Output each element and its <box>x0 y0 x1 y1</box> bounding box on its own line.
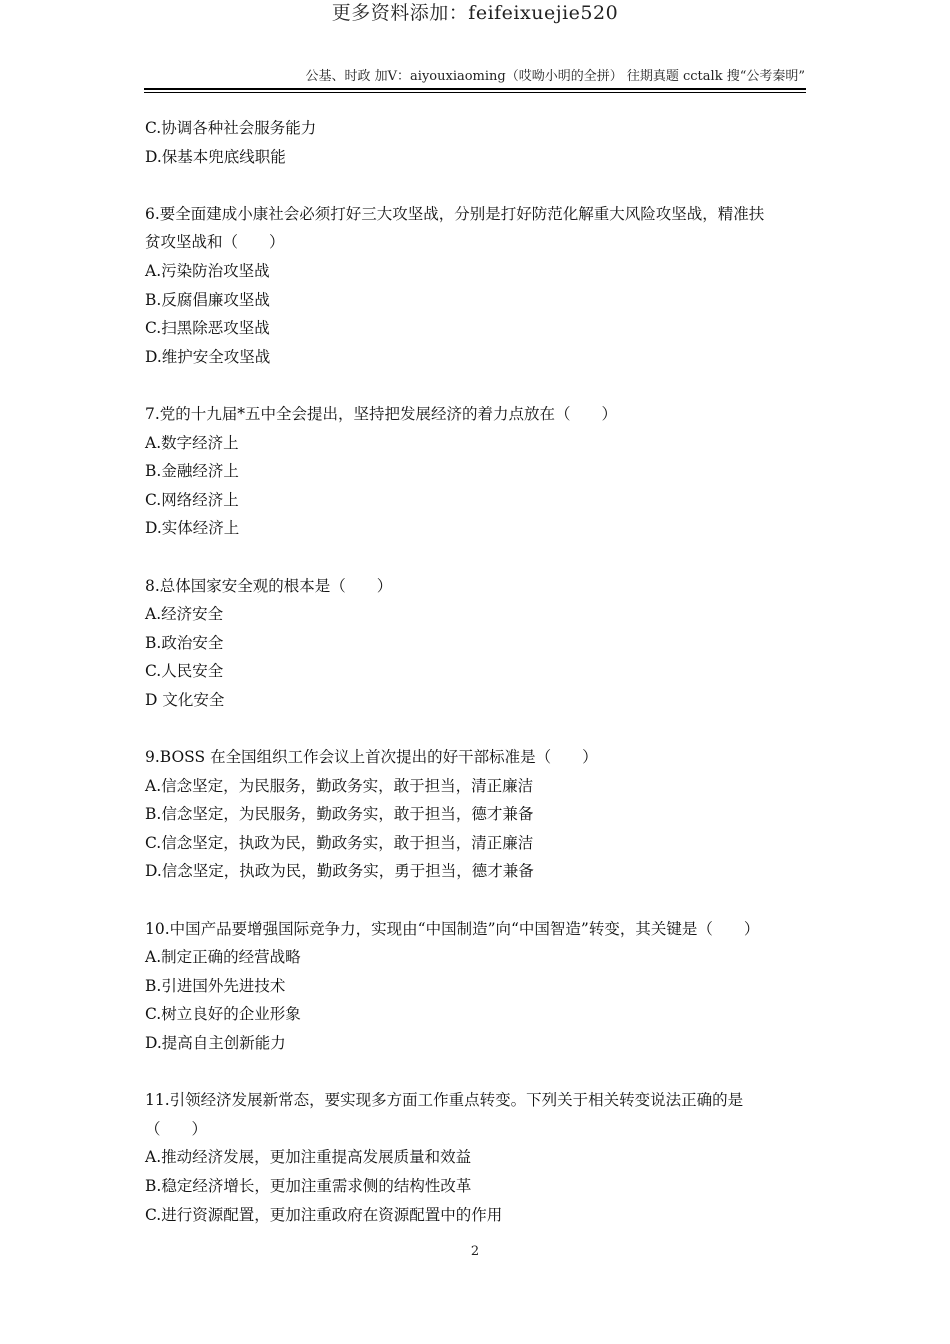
option: C.协调各种社会服务能力 <box>145 119 317 137</box>
option: C.扫黑除恶攻坚战 <box>145 319 270 338</box>
page-header: 公基、时政 加V：aiyouxiaoming（哎呦小明的全拼） 往期真题 cctalk 搜“公考秦明” <box>305 69 805 84</box>
question-6 <box>145 200 807 372</box>
question-9 <box>145 743 807 886</box>
question-stem: 11.引领经济发展新常态，要实现多方面工作重点转变。下列关于相关转变说法正确的是 <box>145 1091 744 1110</box>
continued-question-options <box>145 114 807 171</box>
question-stem: 8.总体国家安全观的根本是（ ） <box>145 576 393 595</box>
question-10 <box>145 915 807 1058</box>
option: D.提高自主创新能力 <box>145 1034 286 1052</box>
option: B.信念坚定，为民服务，勤政务实，敢于担当，德才兼备 <box>145 805 534 824</box>
question-8 <box>145 572 807 715</box>
option: B.稳定经济增长，更加注重需求侧的结构性改革 <box>145 1176 472 1195</box>
question-stem: 10.中国产品要增强国际竞争力，实现由“中国制造”向“中国智造”转变，其关键是（ ） <box>145 919 760 938</box>
page-number: 2 <box>470 1244 480 1259</box>
option: A.信念坚定，为民服务，勤政务实，敢于担当，清正廉洁 <box>145 776 534 795</box>
option: B.反腐倡廉攻坚战 <box>145 290 270 309</box>
option: D 文化安全 <box>145 690 225 709</box>
option: D.信念坚定，执政为民，勤政务实，勇于担当，德才兼备 <box>145 862 534 881</box>
option: D.实体经济上 <box>145 519 240 538</box>
question-11 <box>145 1086 807 1229</box>
header-rule-thick <box>144 88 806 90</box>
question-stem: 9.BOSS 在全国组织工作会议上首次提出的好干部标准是（ ） <box>145 748 598 767</box>
option: C.进行资源配置，更加注重政府在资源配置中的作用 <box>145 1205 503 1224</box>
option: A.推动经济发展，更加注重提高发展质量和效益 <box>145 1148 472 1167</box>
question-stem: 6.要全面建成小康社会必须打好三大攻坚战，分别是打好防范化解重大风险攻坚战，精准扶 <box>145 204 765 223</box>
option: C.网络经济上 <box>145 490 239 509</box>
header-rule-thin <box>144 92 806 93</box>
option: A.经济安全 <box>145 605 224 624</box>
option: A.数字经济上 <box>145 433 239 452</box>
option: D.保基本兜底线职能 <box>145 147 286 166</box>
option: A.制定正确的经营战略 <box>145 948 301 967</box>
option: C.信念坚定，执政为民，勤政务实，敢于担当，清正廉洁 <box>145 833 534 852</box>
question-stem: 贫攻坚战和（ ） <box>145 233 285 252</box>
option: B.金融经济上 <box>145 462 239 481</box>
question-7 <box>145 400 807 543</box>
option: B.政治安全 <box>145 633 224 652</box>
option: B.引进国外先进技术 <box>145 976 286 995</box>
promo-banner: 更多资料添加：feifeixuejie520 <box>331 2 619 24</box>
option: C.树立良好的企业形象 <box>145 1005 301 1024</box>
question-list <box>145 114 807 1258</box>
option: D.维护安全攻坚战 <box>145 347 271 366</box>
option: C.人民安全 <box>145 662 224 681</box>
option: A.污染防治攻坚战 <box>145 261 270 280</box>
question-stem: （ ） <box>145 1119 208 1138</box>
question-stem: 7.党的十九届*五中全会提出，坚持把发展经济的着力点放在（ ） <box>145 404 618 423</box>
